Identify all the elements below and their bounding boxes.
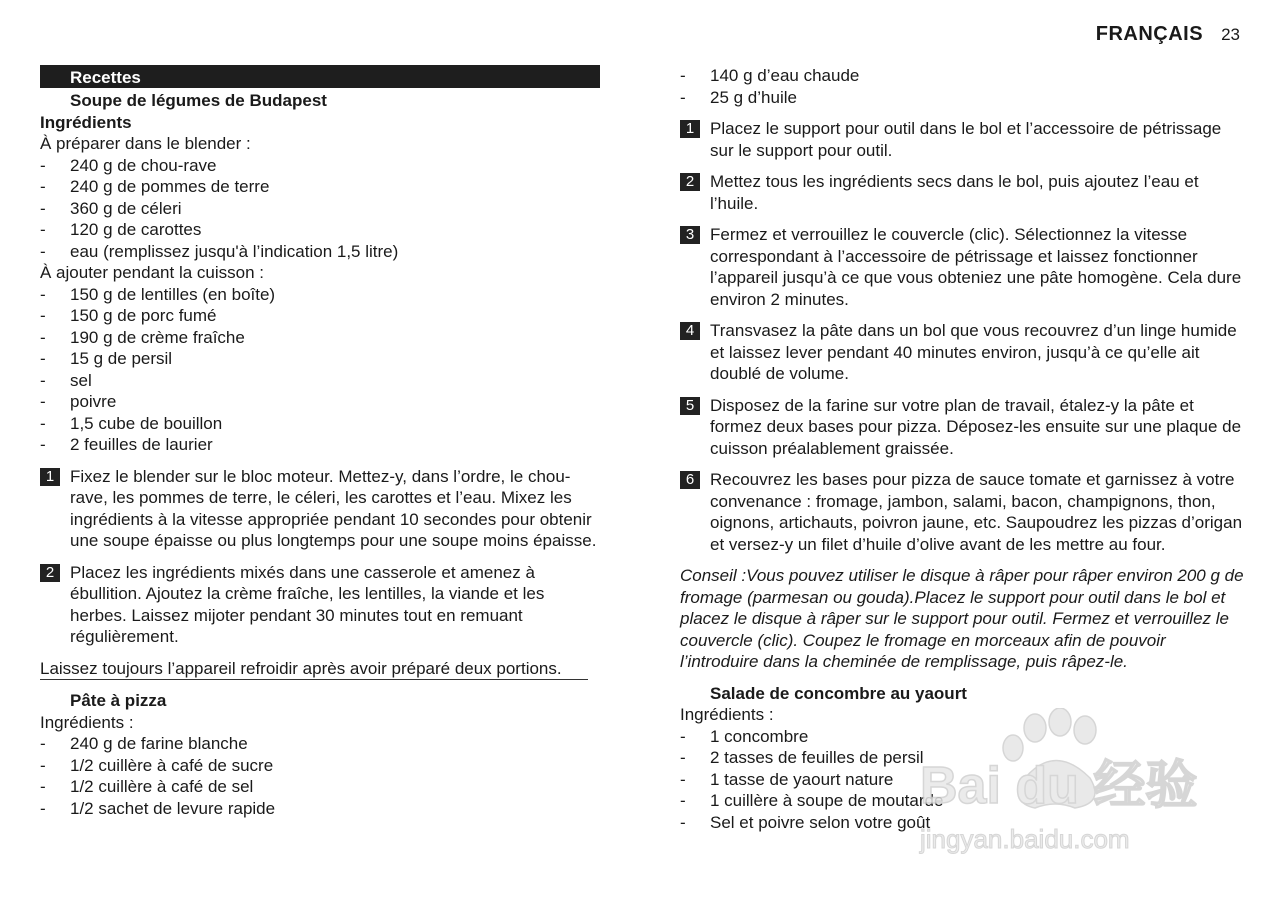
soup-step-2 <box>40 562 600 648</box>
list-item: - 1/2 cuillère à café de sucre <box>40 755 274 775</box>
blender-ingredients <box>40 155 600 263</box>
step-number: 5 <box>680 397 700 415</box>
list-item: - 2 feuilles de laurier <box>40 435 213 454</box>
pizza-step-6 <box>680 469 1245 555</box>
step-text: Fermez et verrouillez le couvercle (clic). Sélectionnez la vitesse correspondant à l’accessoire de pétrissage et laissez fonctionner l’appareil jusqu’à ce que vous obteniez une pâte homogène. Cela dure environ 2 minutes. <box>710 225 1242 309</box>
list-item: - 150 g de porc fumé <box>40 306 217 325</box>
watermark-url: jingyan.baidu.com <box>920 824 1130 854</box>
list-item: - 1 concombre <box>680 726 809 746</box>
step-text: Transvasez la pâte dans un bol que vous recouvrez d’un linge humide et laissez lever pendant 40 minutes environ, jusqu’à ce qu’elle ait doublé de volume. <box>710 321 1237 383</box>
pizza-step-2 <box>680 171 1245 214</box>
step-text: Placez le support pour outil dans le bol et l’accessoire de pétrissage sur le support pour outil. <box>710 119 1222 160</box>
list-item: - 15 g de persil <box>40 349 173 368</box>
list-item: - 150 g de lentilles (en boîte) <box>40 284 276 304</box>
ingredients-heading: Ingrédients <box>40 112 132 132</box>
list-item: - 240 g de pommes de terre <box>40 177 270 196</box>
step-number: 6 <box>680 471 700 489</box>
add-cooking-label: À ajouter pendant la cuisson : <box>40 263 264 282</box>
pizza-step-3 <box>680 224 1245 310</box>
section-band: Recettes <box>40 65 600 88</box>
list-item: - 1 cuillère à soupe de moutarde <box>680 791 944 810</box>
list-item: - 360 g de céleri <box>40 198 182 218</box>
watermark-brand: Bai du 经验 <box>920 757 1198 815</box>
list-item: - eau (remplissez jusqu'à l’indication 1,5 litre) <box>40 241 399 261</box>
step-number: 4 <box>680 322 700 340</box>
baidu-watermark <box>915 708 1215 868</box>
pizza-step-1 <box>680 118 1245 161</box>
soup-title: Soupe de légumes de Budapest <box>70 91 327 110</box>
list-item: - 1 tasse de yaourt nature <box>680 769 894 789</box>
list-item: - poivre <box>40 392 117 411</box>
step-text: Fixez le blender sur le bloc moteur. Mettez-y, dans l’ordre, le chou-rave, les pommes de terre, le céleri, les carottes et l’eau. Mixez les ingrédients à la vitesse appropriée pendant 10 secondes pour obtenir une soupe épaisse ou plus longtemps pour une soupe moins épaisse. <box>70 466 597 550</box>
step-number: 2 <box>40 564 60 582</box>
step-number: 2 <box>680 173 700 191</box>
tip-note: Conseil :Vous pouvez utiliser le disque à râper pour râper environ 200 g de fromage (parmesan ou gouda).Placez le support pour outil dans le bol et placez le disque à râper sur le support pour outil. Fermez et verrouillez le couvercle (clic). Coupez le fromage en morceaux afin de pouvoir l’introduire dans la cheminée de remplissage, puis râpez-le. <box>680 566 1244 671</box>
list-item: - 240 g de farine blanche <box>40 734 248 753</box>
list-item: - 2 tasses de feuilles de persil <box>680 748 924 767</box>
list-item: - 1/2 sachet de levure rapide <box>40 798 276 818</box>
pizza-ingredients <box>40 733 600 819</box>
list-item: - Sel et poivre selon votre goût <box>680 812 931 832</box>
left-column <box>40 65 600 819</box>
salad-title: Salade de concombre au yaourt <box>710 683 967 703</box>
prep-blender-label: À préparer dans le blender : <box>40 134 251 153</box>
list-item: - 1/2 cuillère à café de sel <box>40 777 254 796</box>
step-text: Disposez de la farine sur votre plan de travail, étalez-y la pâte et formez deux bases pour pizza. Déposez-les ensuite sur une plaque de cuisson préalablement graissée. <box>710 395 1242 458</box>
list-item: - sel <box>40 370 92 390</box>
pizza-step-4 <box>680 320 1245 385</box>
step-number: 1 <box>680 120 700 138</box>
salad-ingredients-label: Ingrédients : <box>680 705 774 724</box>
language-label: FRANÇAIS <box>1095 23 1204 45</box>
pizza-title: Pâte à pizza <box>70 691 167 710</box>
cooldown-warning: Laissez toujours l’appareil refroidir après avoir préparé deux portions. <box>40 658 588 681</box>
list-item: - 240 g de chou-rave <box>40 155 217 175</box>
list-item: - 190 g de crème fraîche <box>40 327 245 347</box>
list-item: - 120 g de carottes <box>40 220 202 239</box>
step-number: 1 <box>40 468 60 486</box>
cooking-ingredients <box>40 284 600 456</box>
pizza-ingredients-label: Ingrédients : <box>40 712 134 732</box>
step-text: Placez les ingrédients mixés dans une casserole et amenez à ébullition. Ajoutez la crème fraîche, les lentilles, la viande et les herbes. Laissez mijoter pendant 30 minutes tout en remuant régulièrement. <box>70 562 545 646</box>
page-number: 23 <box>1221 25 1240 44</box>
pizza-ingredients-continued <box>680 65 1245 108</box>
step-text: Recouvrez les bases pour pizza de sauce tomate et garnissez à votre convenance : fromage, jambon, salami, bacon, champignons, thon, oignons, artichauts, poivron jaune, etc. Saupoudrez les pizzas d’origan et versez-y un filet d’huile d’olive avant de les mettre au four. <box>710 470 1243 554</box>
list-item: - 1,5 cube de bouillon <box>40 413 223 433</box>
soup-step-1 <box>40 466 600 552</box>
list-item: - 140 g d’eau chaude <box>680 66 860 85</box>
page-header <box>1096 24 1240 46</box>
list-item: - 25 g d’huile <box>680 87 797 107</box>
pizza-step-5 <box>680 395 1245 460</box>
step-text: Mettez tous les ingrédients secs dans le bol, puis ajoutez l’eau et l’huile. <box>710 172 1199 213</box>
step-number: 3 <box>680 226 700 244</box>
